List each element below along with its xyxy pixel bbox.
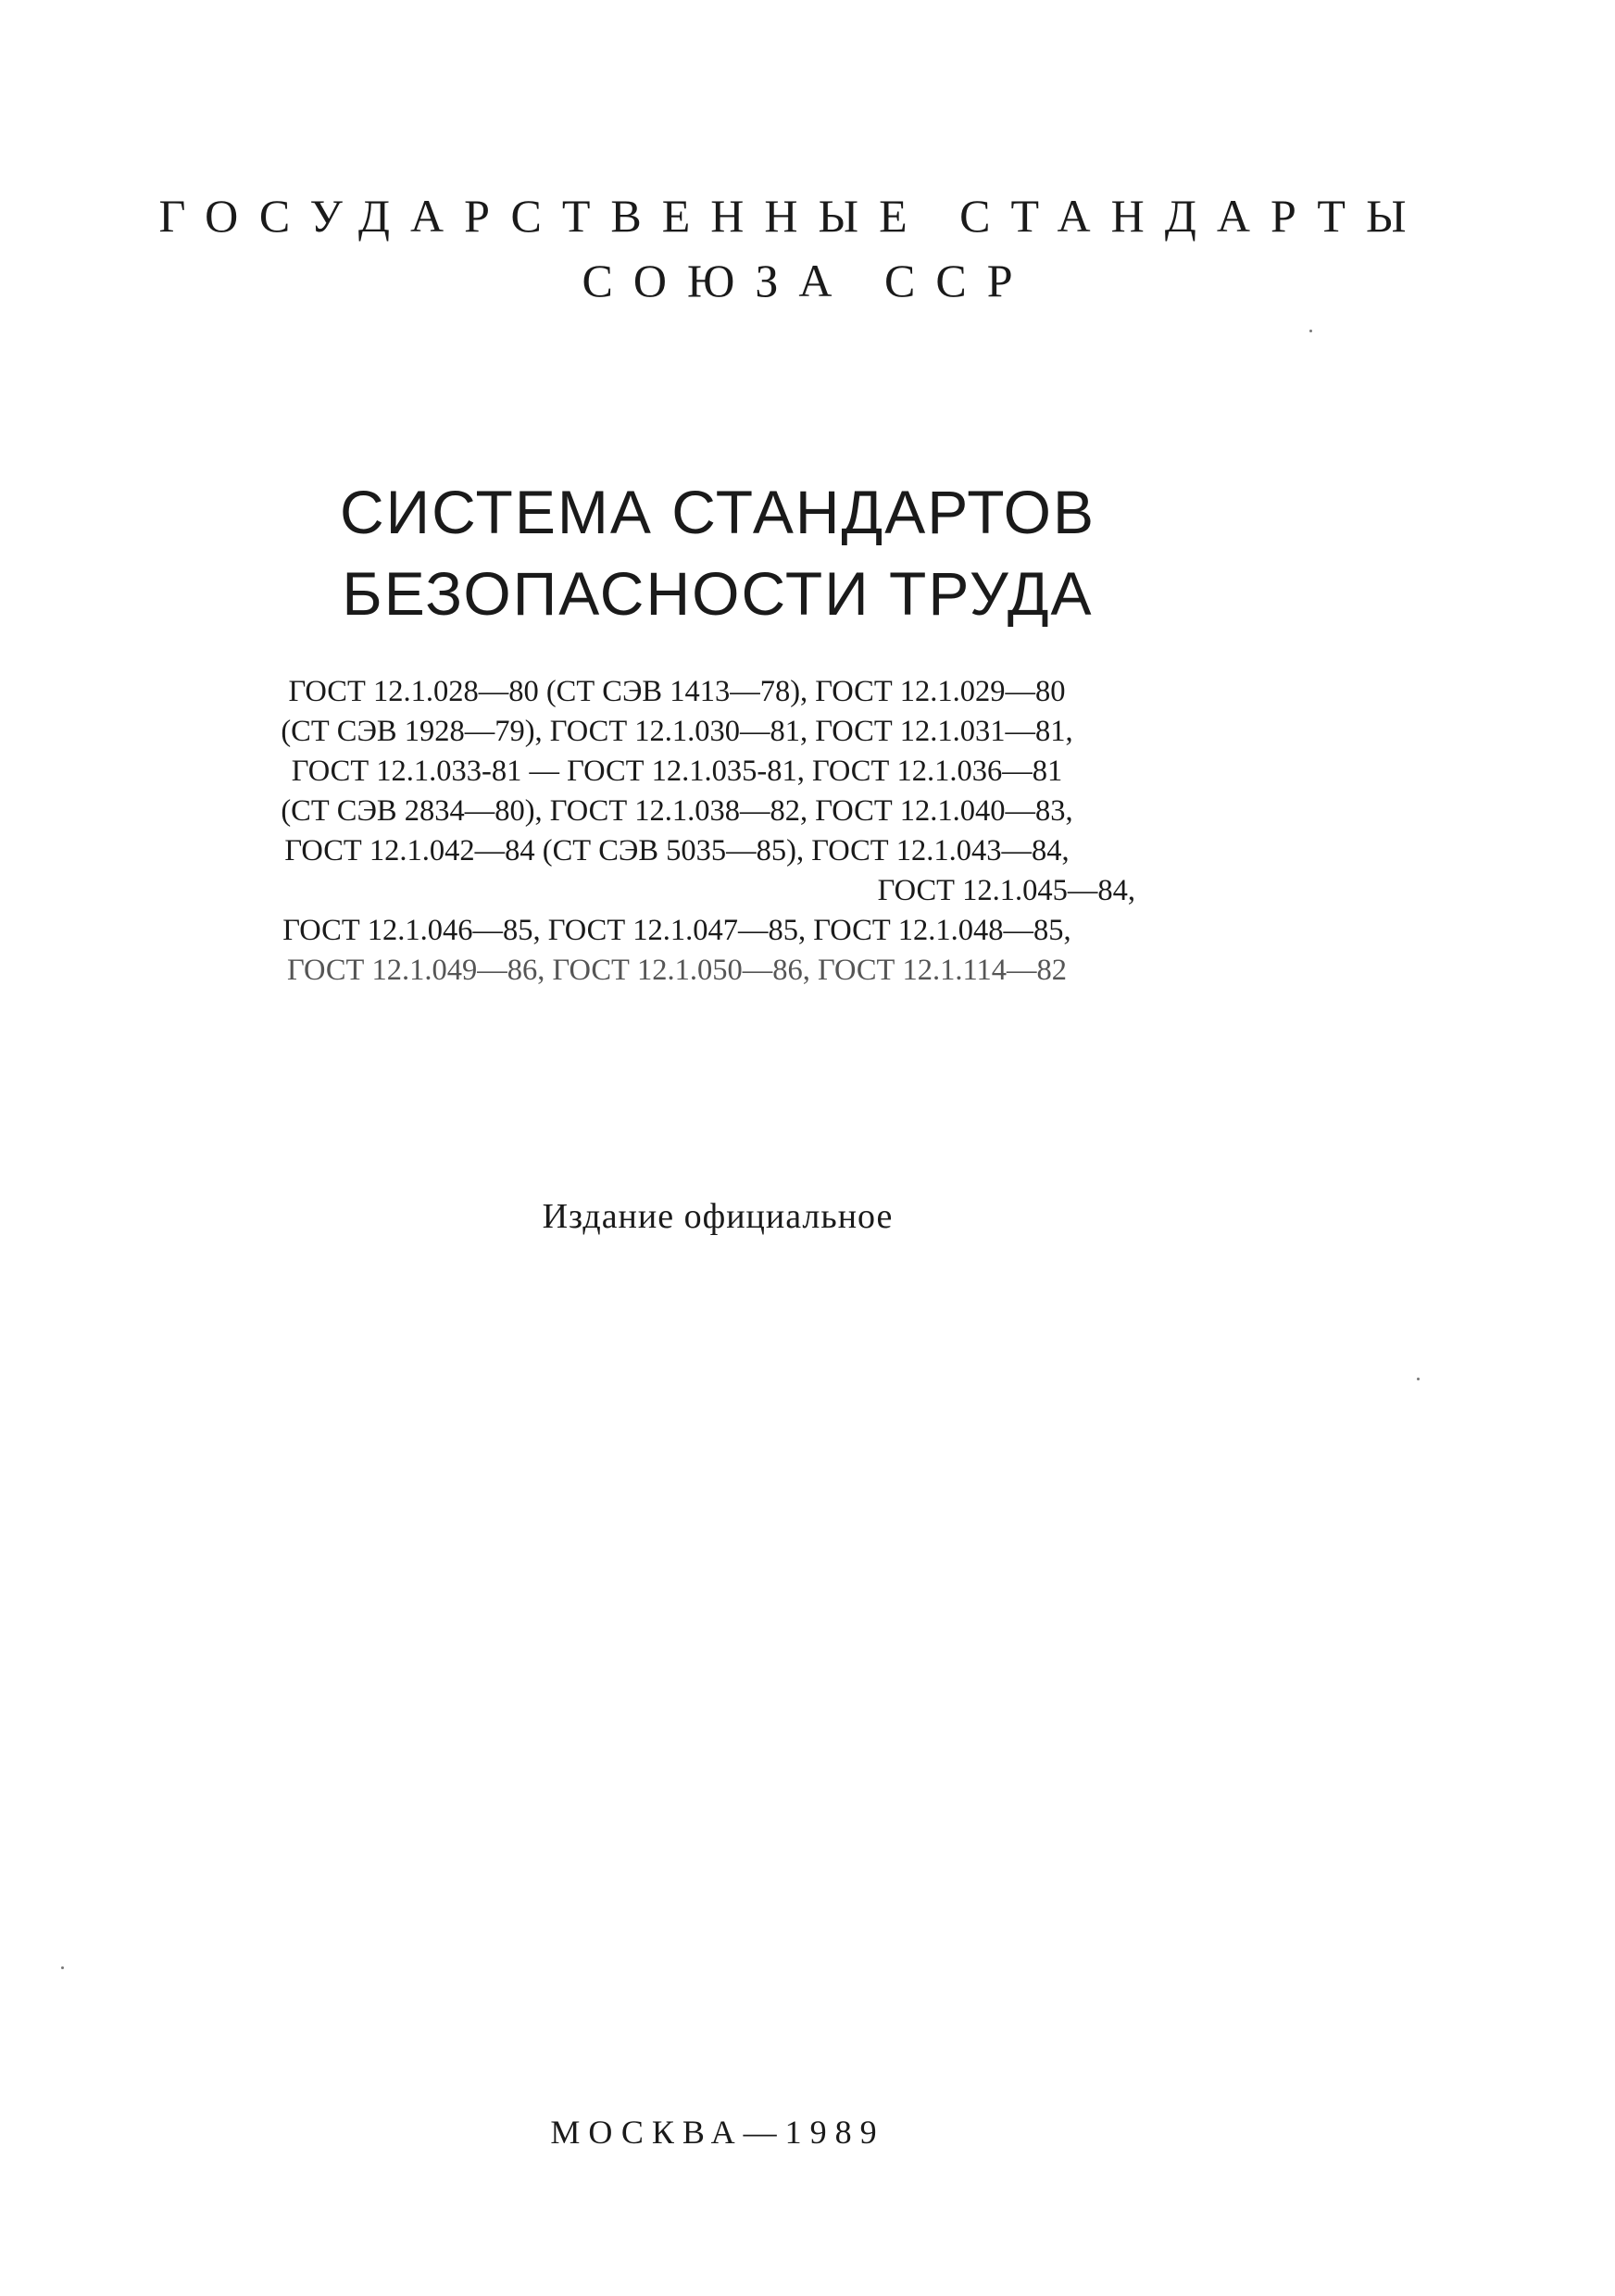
scan-speck (1309, 330, 1312, 332)
gost-line: (СТ СЭВ 2834—80), ГОСТ 12.1.038—82, ГОСТ 12.1.040—83, (281, 794, 1073, 828)
main-title-line-2: БЕЗОПАСНОСТИ ТРУДА (342, 559, 1094, 628)
header-line-1: ГОСУДАРСТВЕННЫЕ СТАНДАРТЫ (158, 190, 1427, 242)
gost-list (219, 672, 1135, 991)
scan-speck (1417, 1378, 1420, 1380)
gost-line: ГОСТ 12.1.049—86, ГОСТ 12.1.050—86, ГОСТ 12.1.114—82 (286, 954, 1068, 987)
gost-line: ГОСТ 12.1.042—84 (СТ СЭВ 5035—85), ГОСТ 12.1.043—84, (284, 834, 1070, 867)
gost-line: ГОСТ 12.1.046—85, ГОСТ 12.1.047—85, ГОСТ 12.1.048—85, (282, 914, 1071, 947)
gost-line: ГОСТ 12.1.033-81 — ГОСТ 12.1.035-81, ГОСТ 12.1.036—81 (291, 755, 1063, 788)
publication-place-year: МОСКВА—1989 (550, 2114, 885, 2151)
header-line-2: СОЮЗА ССР (582, 255, 1033, 306)
gost-line: ГОСТ 12.1.045—84, (877, 874, 1135, 907)
gost-line: (СТ СЭВ 1928—79), ГОСТ 12.1.030—81, ГОСТ 12.1.031—81, (281, 715, 1073, 748)
scan-speck (61, 1966, 64, 1969)
gost-line: ГОСТ 12.1.028—80 (СТ СЭВ 1413—78), ГОСТ 12.1.029—80 (288, 675, 1066, 708)
main-title-line-1: СИСТЕМА СТАНДАРТОВ (339, 478, 1095, 546)
edition-label: Издание официальное (542, 1197, 894, 1236)
